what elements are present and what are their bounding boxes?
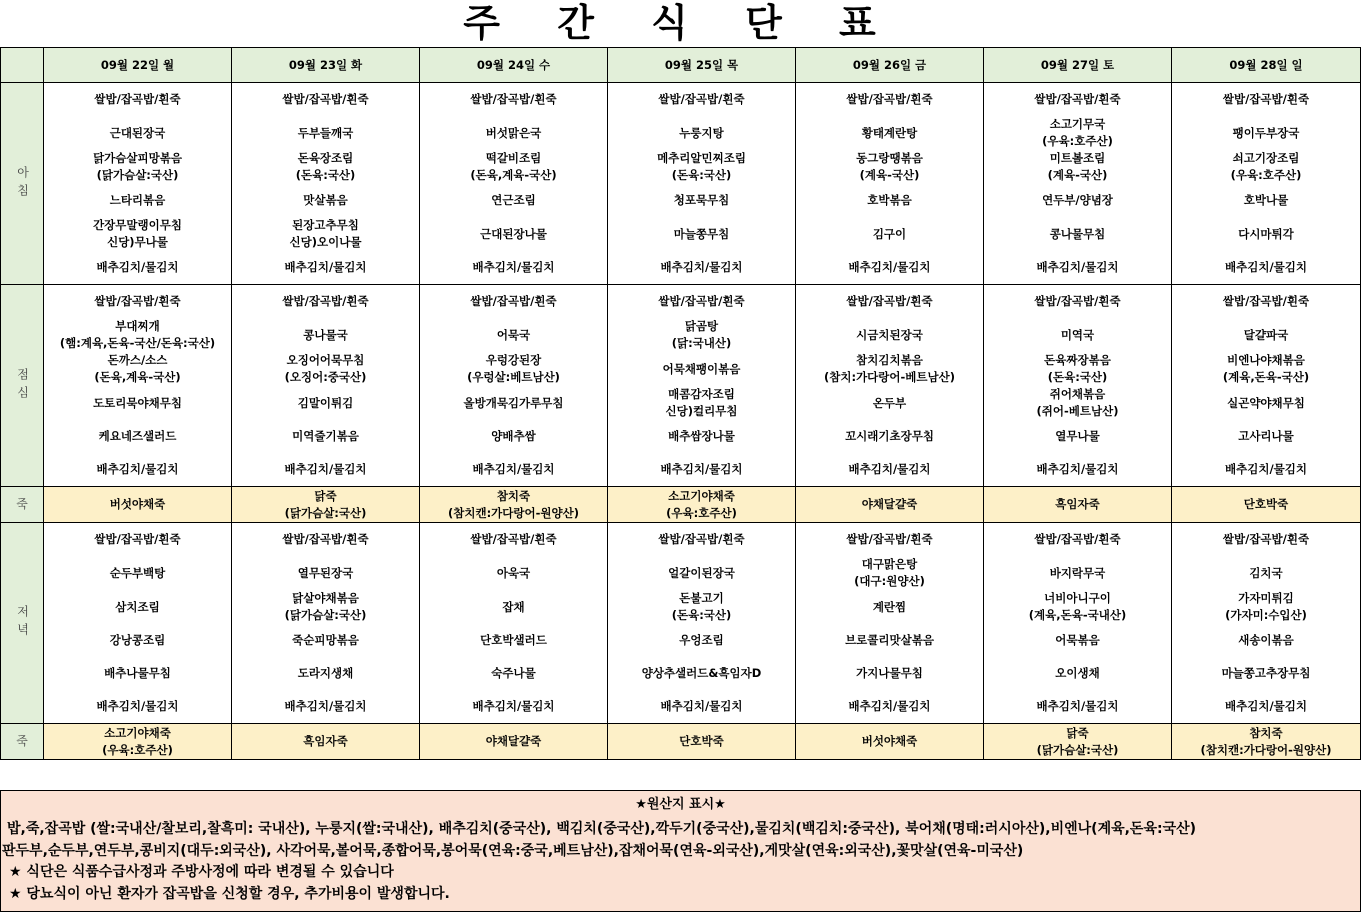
menu-cell: 메추리알민찌조림 (돈육:국산) <box>608 150 796 184</box>
menu-cell: 돈까스/소스 (돈육,계육-국산) <box>44 352 232 386</box>
menu-row <box>1 556 1361 590</box>
menu-cell: 동그랑땡볶음 (계육-국산) <box>796 150 984 184</box>
porridge-cell: 버섯야채죽 <box>796 724 984 760</box>
day-header: 09월 25일 목 <box>608 48 796 83</box>
menu-cell: 새송이볶음 <box>1172 624 1361 657</box>
menu-cell: 쌀밥/잡곡밥/흰죽 <box>608 83 796 117</box>
menu-row <box>1 523 1361 557</box>
menu-cell: 열무된장국 <box>232 556 420 590</box>
menu-cell: 배추김치/물김치 <box>44 690 232 724</box>
menu-row <box>1 116 1361 150</box>
menu-cell: 닭가슴살피망볶음 (닭가슴살:국산) <box>44 150 232 184</box>
menu-cell: 배추김치/물김치 <box>420 453 608 487</box>
menu-cell: 어묵채팽이볶음 <box>608 352 796 386</box>
porridge-cell: 버섯야채죽 <box>44 487 232 523</box>
menu-cell: 배추김치/물김치 <box>232 251 420 285</box>
menu-cell: 버섯맑은국 <box>420 116 608 150</box>
menu-cell: 계란찜 <box>796 590 984 624</box>
menu-cell: 어묵볶음 <box>984 624 1172 657</box>
menu-cell: 닭살야채볶음 (닭가슴살:국산) <box>232 590 420 624</box>
menu-cell: 고사리나물 <box>1172 420 1361 453</box>
menu-cell: 삼치조림 <box>44 590 232 624</box>
day-header: 09월 22일 월 <box>44 48 232 83</box>
menu-cell: 김치국 <box>1172 556 1361 590</box>
menu-cell: 배추나물무침 <box>44 657 232 690</box>
menu-cell: 쌀밥/잡곡밥/흰죽 <box>1172 285 1361 319</box>
menu-cell: 쌀밥/잡곡밥/흰죽 <box>420 285 608 319</box>
menu-cell: 아욱국 <box>420 556 608 590</box>
menu-cell: 얼갈이된장국 <box>608 556 796 590</box>
menu-cell: 쌀밥/잡곡밥/흰죽 <box>44 523 232 557</box>
menu-cell: 매콤감자조림 신당)컬리무침 <box>608 386 796 420</box>
menu-cell: 된장고추무침 신당)오이나물 <box>232 217 420 251</box>
menu-cell: 우렁강된장 (우렁살:베트남산) <box>420 352 608 386</box>
menu-cell: 쌀밥/잡곡밥/흰죽 <box>984 83 1172 117</box>
menu-cell: 순두부백탕 <box>44 556 232 590</box>
menu-cell: 너비아니구이 (계육,돈육-국내산) <box>984 590 1172 624</box>
menu-cell: 간장무말랭이무침 신당)무나물 <box>44 217 232 251</box>
porridge-cell: 소고기야채죽 (우육:호주산) <box>44 724 232 760</box>
menu-cell: 양배추쌈 <box>420 420 608 453</box>
menu-row <box>1 386 1361 420</box>
porridge-cell: 단호박죽 <box>608 724 796 760</box>
menu-cell: 연두부/양념장 <box>984 184 1172 217</box>
menu-cell: 온두부 <box>796 386 984 420</box>
menu-cell: 호박나물 <box>1172 184 1361 217</box>
meal-label: 점심 <box>1 285 44 487</box>
menu-cell: 미트볼조림 (계육-국산) <box>984 150 1172 184</box>
porridge-cell: 닭죽 (닭가슴살:국산) <box>984 724 1172 760</box>
menu-cell: 부대찌개 (햄:계육,돈육-국산/돈육:국산) <box>44 318 232 352</box>
menu-cell: 마늘쫑무침 <box>608 217 796 251</box>
menu-cell: 가지나물무침 <box>796 657 984 690</box>
menu-cell: 숙주나물 <box>420 657 608 690</box>
menu-cell: 쌀밥/잡곡밥/흰죽 <box>1172 523 1361 557</box>
menu-cell: 배추쌈장나물 <box>608 420 796 453</box>
menu-cell: 쌀밥/잡곡밥/흰죽 <box>232 285 420 319</box>
menu-cell: 쥐어채볶음 (쥐어-베트남산) <box>984 386 1172 420</box>
menu-cell: 미역줄기볶음 <box>232 420 420 453</box>
day-header-row <box>1 48 1361 83</box>
meal-label: 아침 <box>1 83 44 285</box>
menu-cell: 오이생채 <box>984 657 1172 690</box>
menu-cell: 잡채 <box>420 590 608 624</box>
menu-cell: 배추김치/물김치 <box>608 690 796 724</box>
menu-row <box>1 453 1361 487</box>
menu-cell: 돈육장조림 (돈육:국산) <box>232 150 420 184</box>
porridge-cell: 단호박죽 <box>1172 487 1361 523</box>
porridge-cell: 참치죽 (참치캔:가다랑어-원양산) <box>420 487 608 523</box>
menu-cell: 바지락무국 <box>984 556 1172 590</box>
menu-cell: 양상추샐러드&흑임자D <box>608 657 796 690</box>
porridge-cell: 야채달걀죽 <box>796 487 984 523</box>
menu-cell: 쌀밥/잡곡밥/흰죽 <box>44 285 232 319</box>
menu-cell: 쌀밥/잡곡밥/흰죽 <box>608 285 796 319</box>
menu-row <box>1 690 1361 724</box>
day-header: 09월 26일 금 <box>796 48 984 83</box>
menu-cell: 배추김치/물김치 <box>984 690 1172 724</box>
menu-row <box>1 150 1361 184</box>
menu-cell: 배추김치/물김치 <box>608 251 796 285</box>
menu-row <box>1 590 1361 624</box>
menu-cell: 열무나물 <box>984 420 1172 453</box>
menu-cell: 쌀밥/잡곡밥/흰죽 <box>232 83 420 117</box>
menu-cell: 돈육짜장볶음 (돈육:국산) <box>984 352 1172 386</box>
page-title: 주 간 식 단 표 <box>463 1 898 45</box>
menu-cell: 연근조림 <box>420 184 608 217</box>
meal-label: 저녁 <box>1 523 44 724</box>
porridge-row <box>1 724 1361 760</box>
menu-cell: 도토리묵야채무침 <box>44 386 232 420</box>
menu-cell: 참치김치볶음 (참치:가다랑어-베트남산) <box>796 352 984 386</box>
menu-row <box>1 318 1361 352</box>
menu-cell: 쌀밥/잡곡밥/흰죽 <box>796 523 984 557</box>
menu-cell: 올방개묵김가루무침 <box>420 386 608 420</box>
origin-heading: ★원산지 표시★ <box>0 790 1361 819</box>
menu-cell: 김구이 <box>796 217 984 251</box>
porridge-cell: 닭죽 (닭가슴살:국산) <box>232 487 420 523</box>
menu-cell: 쇠고기장조림 (우육:호주산) <box>1172 150 1361 184</box>
porridge-row <box>1 487 1361 523</box>
menu-cell: 배추김치/물김치 <box>796 251 984 285</box>
menu-cell: 배추김치/물김치 <box>44 453 232 487</box>
menu-cell: 닭곰탕 (닭:국내산) <box>608 318 796 352</box>
menu-cell: 달걀파국 <box>1172 318 1361 352</box>
menu-row <box>1 624 1361 657</box>
menu-cell: 호박볶음 <box>796 184 984 217</box>
menu-cell: 마늘쫑고추장무침 <box>1172 657 1361 690</box>
menu-cell: 쌀밥/잡곡밥/흰죽 <box>1172 83 1361 117</box>
day-header: 09월 28일 일 <box>1172 48 1361 83</box>
menu-cell: 죽순피망볶음 <box>232 624 420 657</box>
menu-cell: 가자미튀김 (가자미:수입산) <box>1172 590 1361 624</box>
menu-cell: 배추김치/물김치 <box>1172 453 1361 487</box>
menu-cell: 콩나물국 <box>232 318 420 352</box>
menu-cell: 케요네즈샐러드 <box>44 420 232 453</box>
menu-cell: 대구맑은탕 (대구:원양산) <box>796 556 984 590</box>
menu-cell: 어묵국 <box>420 318 608 352</box>
porridge-cell: 소고기야채죽 (우육:호주산) <box>608 487 796 523</box>
menu-cell: 느타리볶음 <box>44 184 232 217</box>
menu-cell: 근대된장나물 <box>420 217 608 251</box>
porridge-label: 죽 <box>1 724 44 760</box>
menu-cell: 소고기무국 (우육:호주산) <box>984 116 1172 150</box>
menu-cell: 다시마튀각 <box>1172 217 1361 251</box>
menu-cell: 쌀밥/잡곡밥/흰죽 <box>608 523 796 557</box>
menu-cell: 비엔나야채볶음 (계육,돈육-국산) <box>1172 352 1361 386</box>
menu-cell: 배추김치/물김치 <box>44 251 232 285</box>
menu-cell: 쌀밥/잡곡밥/흰죽 <box>796 83 984 117</box>
day-header: 09월 24일 수 <box>420 48 608 83</box>
menu-row <box>1 285 1361 319</box>
menu-cell: 배추김치/물김치 <box>796 453 984 487</box>
menu-cell: 우엉조림 <box>608 624 796 657</box>
menu-row <box>1 420 1361 453</box>
menu-cell: 배추김치/물김치 <box>232 690 420 724</box>
origin-line: 밥,죽,잡곡밥 (쌀:국내산/찰보리,찰흑미: 국내산), 누룽지(쌀:국내산), 배추김치(중국산), 백김치(중국산),깍두기(중국산),물김치(백김치:중국산), 북어채(명태:러시아산),비엔나(계육,돈육:국산) <box>7 821 1197 837</box>
menu-cell: 배추김치/물김치 <box>984 251 1172 285</box>
menu-cell: 꼬시래기초장무침 <box>796 420 984 453</box>
menu-row <box>1 184 1361 217</box>
menu-cell: 돈불고기 (돈육:국산) <box>608 590 796 624</box>
menu-cell: 누룽지탕 <box>608 116 796 150</box>
porridge-cell: 참치죽 (참치캔:가다랑어-원양산) <box>1172 724 1361 760</box>
menu-cell: 콩나물무침 <box>984 217 1172 251</box>
menu-cell: 맛살볶음 <box>232 184 420 217</box>
menu-cell: 떡갈비조림 (돈육,계육-국산) <box>420 150 608 184</box>
menu-row <box>1 251 1361 285</box>
menu-cell: 실곤약야채무침 <box>1172 386 1361 420</box>
porridge-label: 죽 <box>1 487 44 523</box>
day-header: 09월 23일 화 <box>232 48 420 83</box>
menu-cell: 브로콜리맛살볶음 <box>796 624 984 657</box>
notice-line: ★ 식단은 식품수급사정과 주방사정에 따라 변경될 수 있습니다 <box>9 864 394 880</box>
menu-row <box>1 83 1361 117</box>
menu-cell: 청포묵무침 <box>608 184 796 217</box>
menu-cell: 쌀밥/잡곡밥/흰죽 <box>44 83 232 117</box>
menu-cell: 시금치된장국 <box>796 318 984 352</box>
day-header: 09월 27일 토 <box>984 48 1172 83</box>
menu-cell: 김말이튀김 <box>232 386 420 420</box>
menu-cell: 오징어어묵무침 (오징어:중국산) <box>232 352 420 386</box>
menu-cell: 도라지생채 <box>232 657 420 690</box>
menu-cell: 배추김치/물김치 <box>796 690 984 724</box>
menu-cell: 배추김치/물김치 <box>420 251 608 285</box>
menu-cell: 팽이두부장국 <box>1172 116 1361 150</box>
menu-cell: 단호박샐러드 <box>420 624 608 657</box>
porridge-cell: 흑임자죽 <box>984 487 1172 523</box>
menu-cell: 쌀밥/잡곡밥/흰죽 <box>232 523 420 557</box>
menu-cell: 미역국 <box>984 318 1172 352</box>
porridge-cell: 야채달걀죽 <box>420 724 608 760</box>
menu-cell: 근대된장국 <box>44 116 232 150</box>
menu-cell: 황태계란탕 <box>796 116 984 150</box>
menu-cell: 두부들깨국 <box>232 116 420 150</box>
weekly-menu-table <box>0 47 1361 760</box>
menu-cell: 쌀밥/잡곡밥/흰죽 <box>420 523 608 557</box>
menu-cell: 배추김치/물김치 <box>420 690 608 724</box>
menu-row <box>1 657 1361 690</box>
menu-row <box>1 217 1361 251</box>
menu-row <box>1 352 1361 386</box>
corner-cell <box>1 48 44 83</box>
menu-cell: 배추김치/물김치 <box>984 453 1172 487</box>
menu-cell: 배추김치/물김치 <box>1172 690 1361 724</box>
menu-cell: 배추김치/물김치 <box>232 453 420 487</box>
origin-line: 판두부,순두부,연두부,콩비지(대두:외국산), 사각어묵,볼어묵,종합어묵,봉어묵(연육:중국,베트남산),잡채어묵(연육-외국산),게맛살(연육:외국산),꽃맛살(연육-미국산) <box>2 842 1024 859</box>
menu-cell: 쌀밥/잡곡밥/흰죽 <box>984 285 1172 319</box>
menu-cell: 배추김치/물김치 <box>608 453 796 487</box>
menu-cell: 쌀밥/잡곡밥/흰죽 <box>420 83 608 117</box>
origin-notes <box>0 818 1361 912</box>
porridge-cell: 흑임자죽 <box>232 724 420 760</box>
menu-cell: 쌀밥/잡곡밥/흰죽 <box>796 285 984 319</box>
menu-cell: 쌀밥/잡곡밥/흰죽 <box>984 523 1172 557</box>
notice-line: ★ 당뇨식이 아닌 환자가 잡곡밥을 신청할 경우, 추가비용이 발생합니다. <box>9 885 450 902</box>
menu-cell: 강낭콩조림 <box>44 624 232 657</box>
menu-cell: 배추김치/물김치 <box>1172 251 1361 285</box>
